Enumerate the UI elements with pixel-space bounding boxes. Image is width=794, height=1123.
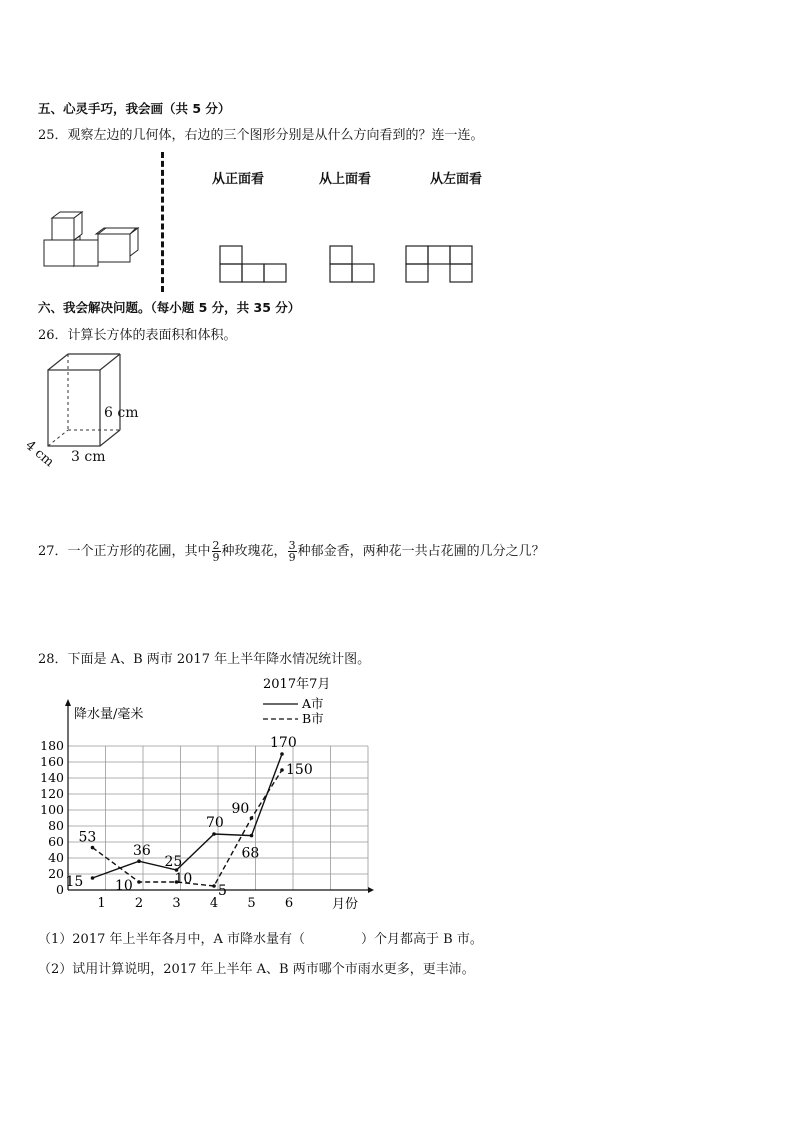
data-label-a: 70 [206, 815, 224, 831]
data-label-a: 15 [65, 874, 84, 890]
data-label-a: 25 [164, 854, 183, 870]
data-label-a: 68 [241, 845, 260, 862]
question-28-text: 28．下面是 A、B 两市 2017 年上半年降水情况统计图。 [38, 652, 371, 667]
series-a-point [91, 876, 95, 880]
data-label-a: 36 [133, 843, 151, 860]
section-5-title: 五、心灵手巧，我会画（共 5 分） [38, 101, 231, 116]
y-tick-label: 120 [40, 786, 64, 801]
question-27-text [38, 540, 545, 563]
legend-a-label: A市 [302, 696, 324, 711]
series-a-point [280, 752, 284, 756]
data-label-b: 5 [218, 883, 227, 899]
data-label-b: 10 [115, 878, 133, 894]
series-b-point [280, 768, 284, 772]
view-label-left: 从左面看 [430, 172, 483, 187]
fraction-roses-denominator: 9 [212, 551, 220, 564]
cuboid-depth-label: 4 cm [22, 438, 57, 471]
x-tick-label: 1 [97, 896, 106, 911]
q28-sub1-part2: ）个月都高于 B 市。 [361, 932, 483, 947]
chart-title: 2017年7月 [263, 677, 331, 692]
chart-y-axis-label: 降水量/毫米 [74, 707, 144, 722]
view-shape-1 [219, 244, 287, 284]
fraction-tulips-numerator: 3 [288, 539, 296, 552]
y-tick-label: 20 [48, 866, 64, 881]
data-label-b: 150 [286, 762, 313, 778]
question-28-sub2: （2）试用计算说明，2017 年上半年 A、B 两市哪个市雨水更多，更丰沛。 [38, 962, 475, 977]
chart-x-axis-label: 月份 [332, 897, 359, 912]
fraction-tulips-denominator: 9 [288, 551, 296, 564]
data-label-b: 10 [174, 871, 193, 887]
y-tick-label: 100 [40, 802, 64, 817]
q27-prefix: 27．一个正方形的花圃，其中 [38, 544, 211, 559]
series-a-point [137, 859, 141, 863]
dashed-divider [161, 152, 164, 292]
question-28-sub1 [38, 928, 483, 947]
series-a-point [212, 832, 216, 836]
fraction-tulips [288, 540, 297, 563]
fraction-roses-numerator: 2 [212, 539, 220, 552]
view-shape-2 [329, 244, 375, 284]
series-b-point [137, 880, 141, 884]
x-axis-arrow [368, 887, 374, 893]
y-tick-label: 40 [48, 850, 64, 865]
fraction-roses [212, 540, 221, 563]
data-label-a: 170 [270, 735, 297, 751]
data-label-b: 90 [231, 801, 250, 817]
series-b-line [93, 770, 283, 886]
question-25-text: 25．观察左边的几何体，右边的三个图形分别是从什么方向看到的？连一连。 [38, 128, 484, 143]
question-26-text: 26．计算长方体的表面积和体积。 [38, 328, 237, 343]
q27-suffix: 种郁金香，两种花一共占花圃的几分之几？ [297, 544, 545, 559]
y-tick-label: 0 [56, 882, 64, 897]
rainfall-line-chart [30, 672, 380, 918]
view-label-top: 从上面看 [319, 172, 372, 187]
view-shape-3 [405, 244, 473, 284]
legend-b-label: B市 [302, 711, 324, 726]
x-tick-label: 5 [247, 896, 256, 911]
y-tick-label: 180 [40, 738, 64, 753]
data-label-b: 53 [78, 829, 97, 846]
series-b-point [250, 816, 254, 820]
x-tick-label: 4 [209, 896, 219, 911]
cuboid-height-label: 6 cm [104, 405, 139, 421]
y-axis-arrow [65, 699, 71, 706]
view-label-front: 从正面看 [212, 172, 265, 187]
series-b-point [212, 884, 216, 888]
x-tick-label: 6 [284, 896, 294, 911]
cuboid-width-label: 3 cm [71, 449, 106, 465]
x-tick-label: 2 [134, 896, 144, 911]
series-b-point [91, 846, 95, 850]
q27-middle: 种玫瑰花， [221, 544, 287, 559]
y-tick-label: 160 [40, 754, 64, 769]
solid-figure-drawing [40, 206, 144, 272]
q28-sub1-part1: （1）2017 年上半年各月中，A 市降水量有（ [38, 932, 306, 947]
y-tick-label: 80 [48, 818, 64, 833]
x-tick-label: 3 [172, 896, 181, 911]
series-a-point [250, 834, 254, 838]
y-tick-label: 60 [48, 834, 64, 849]
section-6-title: 六、我会解决问题。（每小题 5 分，共 35 分） [38, 300, 301, 315]
y-tick-label: 140 [40, 770, 64, 785]
